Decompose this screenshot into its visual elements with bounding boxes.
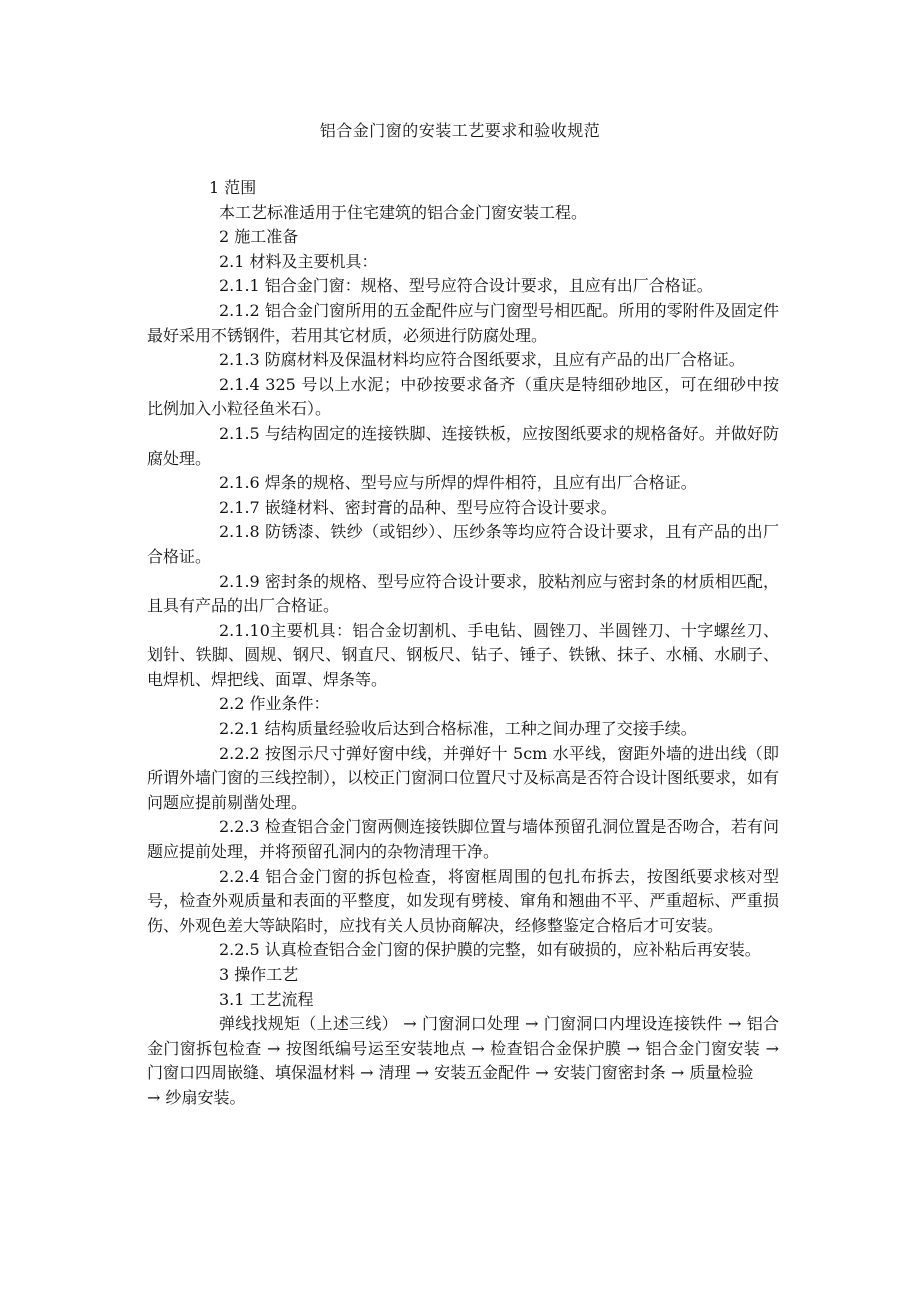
paragraph: 2.1.2 铝合金门窗所用的五金配件应与门窗型号相匹配。所用的零附件及固定件最好采用不锈钢件，若用其它材质，必须进行防腐处理。 [147,300,779,345]
paragraph: 2.2 作业条件： [219,694,330,714]
paragraph: 2.1.4 325 号以上水泥；中砂按要求备齐（重庆是特细砂地区，可在细砂中按比例加入小粒径鱼米石）。 [147,374,779,419]
document-title: 铝合金门窗的安装工艺要求和验收规范 [319,121,601,140]
paragraph: 2.1.6 焊条的规格、型号应与所焊的焊件相符，且应有出厂合格证。 [219,473,697,493]
paragraph: 1 范围 [209,178,257,197]
paragraph: 2.1.5 与结构固定的连接铁脚、连接铁板，应按图纸要求的规格备好。并做好防腐处理。 [147,423,779,468]
paragraph: 3 操作工艺 [219,965,299,984]
paragraph: 2 施工准备 [219,227,299,247]
paragraph: 2.1.8 防锈漆、铁纱（或铝纱）、压纱条等均应符合设计要求，且有产品的出厂合格证。 [147,522,779,566]
paragraph: 本工艺标准适用于住宅建筑的铝合金门窗安装工程。 [219,202,588,222]
paragraph: 2.2.4 铝合金门窗的拆包检查，将窗框周围的包扎布拆去，按图纸要求核对型号，检查外观质量和表面的平整度，如发现有劈棱、窜角和翘曲不平、严重超标、严重损伤、外观色差大等缺陷时，应找有关人员协商解决，经修整鉴定合格后才可安装。 [147,866,779,935]
paragraph: 3.1 工艺流程 [219,989,314,1009]
paragraph: 弹线找规矩（上述三线） → 门窗洞口处理 → 门窗洞口内埋设连接铁件 → 铝合金门窗拆包检查 → 按图纸编号运至安装地点 → 检查铝合金保护膜 → 铝合金门窗安装 → 门窗口四周嵌缝、填保温材料 → 清理 → 安装五金配件 → 安装门窗密封条 → 质量检验 [147,1014,779,1083]
paragraph: → 纱扇安装。 [147,1087,246,1107]
paragraph: 2.1.9 密封条的规格、型号应符合设计要求，胶粘剂应与密封条的材质相匹配，且具有产品的出厂合格证。 [147,571,779,616]
paragraph: 2.2.2 按图示尺寸弹好窗中线，并弹好十 5cm 水平线，窗距外墙的进出线（即所谓外墙门窗的三线控制），以校正门窗洞口位置尺寸及标高是否符合设计图纸要求，如有问题应提前剔凿处理。 [147,743,780,812]
paragraph: 2.1.3 防腐材料及保温材料均应符合图纸要求，且应有产品的出厂合格证。 [219,350,745,370]
paragraph: 2.1.10主要机具：铝合金切割机、手电钻、圆锉刀、半圆锉刀、十字螺丝刀、划针、铁脚、圆规、钢尺、钢直尺、钢板尺、钻子、锤子、铁锹、抹子、水桶、水刷子、电焊机、焊把线、面罩、焊条等。 [147,620,779,689]
paragraph: 2.2.5 认真检查铝合金门窗的保护膜的完整，如有破损的，应补粘后再安装。 [219,940,761,960]
document-body [147,176,779,1111]
paragraph: 2.1.7 嵌缝材料、密封膏的品种、型号应符合设计要求。 [219,497,617,517]
paragraph: 2.1 材料及主要机具： [219,251,378,271]
paragraph: 2.2.3 检查铝合金门窗两侧连接铁脚位置与墙体预留孔洞位置是否吻合，若有问题应提前处理，并将预留孔洞内的杂物清理干净。 [147,817,779,862]
paragraph: 2.2.1 结构质量经验收后达到合格标准，工种之间办理了交接手续。 [219,719,697,739]
paragraph: 2.1.1 铝合金门窗：规格、型号应符合设计要求，且应有出厂合格证。 [219,276,713,296]
